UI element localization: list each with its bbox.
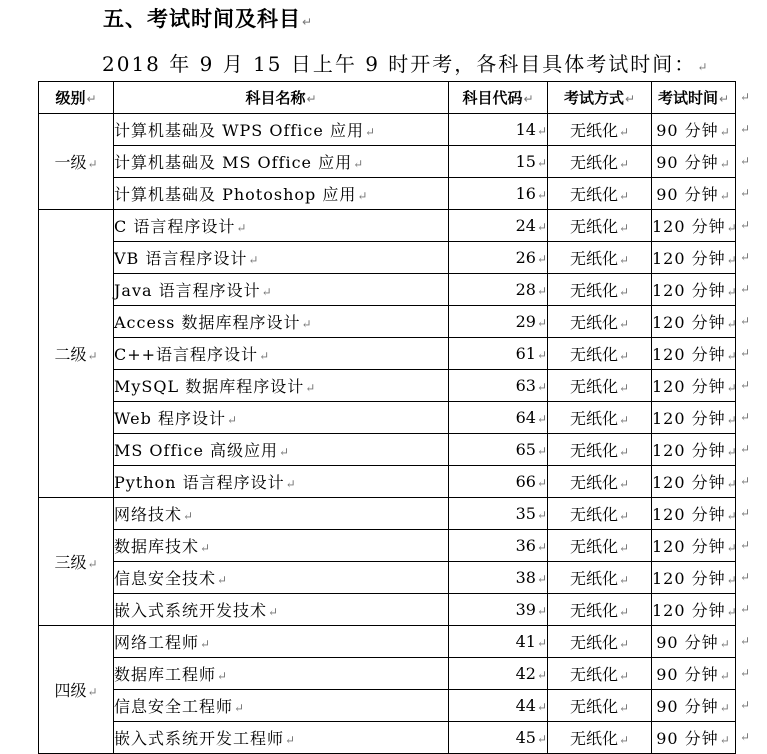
header-level: 级别↵ — [39, 82, 114, 114]
subject-cell: C 语言程序设计↵ — [114, 210, 449, 242]
subject-cell: Web 程序设计↵ — [114, 402, 449, 434]
paragraph-mark-icon: ↵ — [618, 349, 630, 363]
paragraph-mark-icon: ↵ — [618, 605, 630, 619]
row-end-mark-icon: ↵ — [740, 89, 751, 104]
row-end-mark-icon: ↵ — [740, 601, 751, 616]
time-cell: 120 分钟↵ — [652, 274, 736, 306]
subject-cell: 嵌入式系统开发技术↵ — [114, 594, 449, 626]
paragraph-mark-icon: ↵ — [618, 189, 630, 203]
mode-cell: 无纸化↵ — [548, 498, 652, 530]
code-cell: 36↵ — [449, 530, 548, 562]
table-row — [39, 562, 736, 594]
paragraph-mark-icon: ↵ — [536, 668, 547, 682]
paragraph-mark-icon: ↵ — [618, 157, 630, 171]
paragraph-mark-icon: ↵ — [618, 381, 630, 395]
table-row — [39, 274, 736, 306]
mode-cell: 无纸化↵ — [548, 370, 652, 402]
code-cell: 41↵ — [449, 626, 548, 658]
paragraph-mark-icon: ↵ — [357, 189, 369, 203]
row-end-mark-icon: ↵ — [740, 249, 751, 264]
level-cell: 二级↵ — [39, 210, 114, 498]
paragraph-mark-icon: ↵ — [87, 557, 98, 571]
paragraph-mark-icon: ↵ — [536, 444, 547, 458]
row-end-mark-icon: ↵ — [740, 473, 751, 488]
table-row — [39, 370, 736, 402]
paragraph-mark-icon: ↵ — [285, 477, 297, 491]
paragraph-mark-icon: ↵ — [523, 92, 534, 106]
mode-cell: 无纸化↵ — [548, 274, 652, 306]
row-end-mark-icon: ↵ — [740, 153, 751, 168]
time-cell: 120 分钟↵ — [652, 466, 736, 498]
section-heading: 五、考试时间及科目↵ — [103, 7, 314, 31]
mode-cell: 无纸化↵ — [548, 114, 652, 146]
time-cell: 90 分钟↵ — [652, 178, 736, 210]
paragraph-mark-icon: ↵ — [726, 445, 738, 459]
paragraph-mark-icon: ↵ — [285, 733, 297, 747]
paragraph-mark-icon: ↵ — [536, 572, 547, 586]
paragraph-mark-icon: ↵ — [200, 637, 212, 651]
time-cell: 90 分钟↵ — [652, 722, 736, 754]
paragraph-mark-icon: ↵ — [618, 701, 630, 715]
paragraph-mark-icon: ↵ — [183, 509, 195, 523]
paragraph-mark-icon: ↵ — [718, 92, 730, 106]
table-row — [39, 658, 736, 690]
paragraph-mark-icon: ↵ — [726, 413, 738, 427]
time-cell: 120 分钟↵ — [652, 402, 736, 434]
paragraph-mark-icon: ↵ — [536, 476, 547, 490]
row-end-mark-icon: ↵ — [740, 537, 751, 552]
paragraph-mark-icon: ↵ — [726, 285, 738, 299]
paragraph-mark-icon: ↵ — [726, 573, 738, 587]
paragraph-mark-icon: ↵ — [536, 188, 547, 202]
mode-cell: 无纸化↵ — [548, 594, 652, 626]
paragraph-mark-icon: ↵ — [353, 157, 365, 171]
time-cell: 90 分钟↵ — [652, 658, 736, 690]
subject-cell: Java 语言程序设计↵ — [114, 274, 449, 306]
row-end-mark-icon: ↵ — [740, 505, 751, 520]
paragraph-mark-icon: ↵ — [536, 284, 547, 298]
paragraph-mark-icon: ↵ — [536, 380, 547, 394]
mode-cell: 无纸化↵ — [548, 146, 652, 178]
paragraph-mark-icon: ↵ — [618, 285, 630, 299]
time-cell: 90 分钟↵ — [652, 626, 736, 658]
paragraph-mark-icon: ↵ — [200, 541, 212, 555]
paragraph-mark-icon: ↵ — [301, 317, 313, 331]
paragraph-mark-icon: ↵ — [306, 92, 317, 106]
level-cell: 四级↵ — [39, 626, 114, 754]
paragraph-mark-icon: ↵ — [618, 637, 630, 651]
paragraph-mark-icon: ↵ — [217, 573, 229, 587]
paragraph-mark-icon: ↵ — [618, 573, 630, 587]
paragraph-mark-icon: ↵ — [536, 540, 547, 554]
row-end-mark-icon: ↵ — [740, 729, 751, 744]
time-cell: 120 分钟↵ — [652, 338, 736, 370]
paragraph-mark-icon: ↵ — [726, 317, 738, 331]
code-cell: 44↵ — [449, 690, 548, 722]
subject-cell: C++语言程序设计↵ — [114, 338, 449, 370]
code-cell: 45↵ — [449, 722, 548, 754]
level-cell: 三级↵ — [39, 498, 114, 626]
header-time: 考试时间↵ — [652, 82, 736, 114]
subject-cell: MS Office 高级应用↵ — [114, 434, 449, 466]
paragraph-mark-icon: ↵ — [618, 477, 630, 491]
subject-cell: 数据库工程师↵ — [114, 658, 449, 690]
paragraph-mark-icon: ↵ — [536, 636, 547, 650]
row-end-mark-icon: ↵ — [740, 313, 751, 328]
mode-cell: 无纸化↵ — [548, 562, 652, 594]
paragraph-mark-icon: ↵ — [719, 701, 731, 715]
paragraph-mark-icon: ↵ — [226, 413, 239, 427]
paragraph-mark-icon: ↵ — [536, 732, 547, 746]
code-cell: 24↵ — [449, 210, 548, 242]
row-end-mark-icon: ↵ — [740, 409, 751, 424]
time-cell: 120 分钟↵ — [652, 562, 736, 594]
subject-cell: MySQL 数据库程序设计↵ — [114, 370, 449, 402]
paragraph-mark-icon: ↵ — [726, 221, 738, 235]
code-cell: 35↵ — [449, 498, 548, 530]
subject-cell: 数据库技术↵ — [114, 530, 449, 562]
row-end-mark-icon: ↵ — [740, 345, 751, 360]
code-cell: 28↵ — [449, 274, 548, 306]
time-cell: 120 分钟↵ — [652, 210, 736, 242]
paragraph-mark-icon: ↵ — [536, 220, 547, 234]
table-row — [39, 306, 736, 338]
mode-cell: 无纸化↵ — [548, 658, 652, 690]
subject-cell: VB 语言程序设计↵ — [114, 242, 449, 274]
time-cell: 120 分钟↵ — [652, 306, 736, 338]
paragraph-mark-icon: ↵ — [618, 541, 630, 555]
paragraph-mark-icon: ↵ — [236, 221, 248, 235]
code-cell: 42↵ — [449, 658, 548, 690]
mode-cell: 无纸化↵ — [548, 338, 652, 370]
exam-schedule-table — [38, 81, 736, 754]
mode-cell: 无纸化↵ — [548, 466, 652, 498]
paragraph-mark-icon: ↵ — [217, 669, 229, 683]
mode-cell: 无纸化↵ — [548, 402, 652, 434]
paragraph-mark-icon: ↵ — [268, 605, 280, 619]
paragraph-mark-icon: ↵ — [726, 605, 738, 619]
row-end-mark-icon: ↵ — [740, 377, 751, 392]
table-row — [39, 498, 736, 530]
mode-cell: 无纸化↵ — [548, 722, 652, 754]
paragraph-mark-icon: ↵ — [618, 317, 630, 331]
row-end-mark-icon: ↵ — [740, 665, 751, 680]
table-row — [39, 434, 736, 466]
paragraph-mark-icon: ↵ — [536, 508, 547, 522]
table-row — [39, 594, 736, 626]
mode-cell: 无纸化↵ — [548, 530, 652, 562]
paragraph-mark-icon: ↵ — [536, 604, 547, 618]
paragraph-mark-icon: ↵ — [618, 221, 630, 235]
row-end-mark-icon: ↵ — [740, 441, 751, 456]
mode-cell: 无纸化↵ — [548, 210, 652, 242]
subject-cell: 信息安全工程师↵ — [114, 690, 449, 722]
header-subject: 科目名称↵ — [114, 82, 449, 114]
table-row — [39, 178, 736, 210]
paragraph-mark-icon: ↵ — [536, 700, 547, 714]
paragraph-mark-icon: ↵ — [618, 669, 630, 683]
table-row — [39, 338, 736, 370]
paragraph-mark-icon: ↵ — [726, 541, 738, 555]
paragraph-mark-icon: ↵ — [719, 157, 731, 171]
paragraph-mark-icon: ↵ — [87, 349, 98, 363]
paragraph-mark-icon: ↵ — [279, 445, 291, 459]
code-cell: 61↵ — [449, 338, 548, 370]
paragraph-mark-icon: ↵ — [726, 509, 738, 523]
subject-cell: 信息安全技术↵ — [114, 562, 449, 594]
paragraph-mark-icon: ↵ — [719, 637, 731, 651]
row-end-mark-icon: ↵ — [740, 217, 751, 232]
code-cell: 26↵ — [449, 242, 548, 274]
paragraph-mark-icon: ↵ — [536, 316, 547, 330]
paragraph-mark-icon: ↵ — [624, 92, 636, 106]
time-cell: 90 分钟↵ — [652, 114, 736, 146]
time-cell: 120 分钟↵ — [652, 498, 736, 530]
table-row — [39, 466, 736, 498]
time-cell: 120 分钟↵ — [652, 242, 736, 274]
paragraph-mark-icon: ↵ — [536, 348, 547, 362]
time-cell: 90 分钟↵ — [652, 146, 736, 178]
level-cell: 一级↵ — [39, 114, 114, 210]
paragraph-mark-icon: ↵ — [261, 285, 273, 299]
paragraph-mark-icon: ↵ — [618, 445, 630, 459]
code-cell: 15↵ — [449, 146, 548, 178]
code-cell: 65↵ — [449, 434, 548, 466]
paragraph-mark-icon: ↵ — [719, 733, 731, 747]
paragraph-mark-icon: ↵ — [726, 253, 738, 267]
table-row — [39, 402, 736, 434]
paragraph-mark-icon: ↵ — [618, 509, 630, 523]
table-row — [39, 690, 736, 722]
paragraph-mark-icon: ↵ — [618, 733, 630, 747]
mode-cell: 无纸化↵ — [548, 306, 652, 338]
row-end-mark-icon: ↵ — [740, 121, 751, 136]
table-row — [39, 722, 736, 754]
subject-cell: 计算机基础及 Photoshop 应用↵ — [114, 178, 449, 210]
table-header-row — [39, 82, 736, 114]
table-row — [39, 530, 736, 562]
paragraph-mark-icon: ↵ — [697, 60, 710, 74]
subject-cell: 网络技术↵ — [114, 498, 449, 530]
time-cell: 120 分钟↵ — [652, 434, 736, 466]
paragraph-mark-icon: ↵ — [302, 15, 314, 29]
paragraph-mark-icon: ↵ — [726, 477, 738, 491]
intro-sentence: 2018 年 9 月 15 日上午 9 时开考，各科目具体考试时间：↵ — [102, 52, 710, 76]
table-row — [39, 626, 736, 658]
paragraph-mark-icon: ↵ — [536, 412, 547, 426]
code-cell: 38↵ — [449, 562, 548, 594]
row-end-mark-icon: ↵ — [740, 633, 751, 648]
mode-cell: 无纸化↵ — [548, 242, 652, 274]
code-cell: 64↵ — [449, 402, 548, 434]
table-row — [39, 210, 736, 242]
paragraph-mark-icon: ↵ — [248, 253, 260, 267]
paragraph-mark-icon: ↵ — [618, 253, 630, 267]
paragraph-mark-icon: ↵ — [86, 92, 97, 106]
table-row — [39, 114, 736, 146]
mode-cell: 无纸化↵ — [548, 690, 652, 722]
paragraph-mark-icon: ↵ — [536, 124, 547, 138]
paragraph-mark-icon: ↵ — [618, 125, 630, 139]
paragraph-mark-icon: ↵ — [719, 125, 731, 139]
mode-cell: 无纸化↵ — [548, 178, 652, 210]
paragraph-mark-icon: ↵ — [726, 349, 738, 363]
code-cell: 66↵ — [449, 466, 548, 498]
subject-cell: 嵌入式系统开发工程师↵ — [114, 722, 449, 754]
paragraph-mark-icon: ↵ — [536, 156, 547, 170]
subject-cell: 计算机基础及 WPS Office 应用↵ — [114, 114, 449, 146]
paragraph-mark-icon: ↵ — [364, 125, 377, 139]
mode-cell: 无纸化↵ — [548, 626, 652, 658]
table-row — [39, 146, 736, 178]
time-cell: 120 分钟↵ — [652, 594, 736, 626]
paragraph-mark-icon: ↵ — [87, 157, 98, 171]
header-mode: 考试方式↵ — [548, 82, 652, 114]
paragraph-mark-icon: ↵ — [618, 413, 630, 427]
code-cell: 14↵ — [449, 114, 548, 146]
paragraph-mark-icon: ↵ — [719, 669, 731, 683]
paragraph-mark-icon: ↵ — [719, 189, 731, 203]
time-cell: 90 分钟↵ — [652, 690, 736, 722]
table-row — [39, 242, 736, 274]
time-cell: 120 分钟↵ — [652, 370, 736, 402]
row-end-mark-icon: ↵ — [740, 185, 751, 200]
code-cell: 63↵ — [449, 370, 548, 402]
row-end-mark-icon: ↵ — [740, 697, 751, 712]
time-cell: 120 分钟↵ — [652, 530, 736, 562]
mode-cell: 无纸化↵ — [548, 434, 652, 466]
row-end-mark-icon: ↵ — [740, 569, 751, 584]
subject-cell: Python 语言程序设计↵ — [114, 466, 449, 498]
code-cell: 29↵ — [449, 306, 548, 338]
code-cell: 16↵ — [449, 178, 548, 210]
paragraph-mark-icon: ↵ — [536, 252, 547, 266]
paragraph-mark-icon: ↵ — [726, 381, 738, 395]
header-code: 科目代码↵ — [449, 82, 548, 114]
paragraph-mark-icon: ↵ — [87, 685, 98, 699]
paragraph-mark-icon: ↵ — [234, 701, 246, 715]
subject-cell: 计算机基础及 MS Office 应用↵ — [114, 146, 449, 178]
subject-cell: 网络工程师↵ — [114, 626, 449, 658]
paragraph-mark-icon: ↵ — [305, 381, 317, 395]
subject-cell: Access 数据库程序设计↵ — [114, 306, 449, 338]
row-end-mark-icon: ↵ — [740, 281, 751, 296]
code-cell: 39↵ — [449, 594, 548, 626]
paragraph-mark-icon: ↵ — [259, 349, 271, 363]
